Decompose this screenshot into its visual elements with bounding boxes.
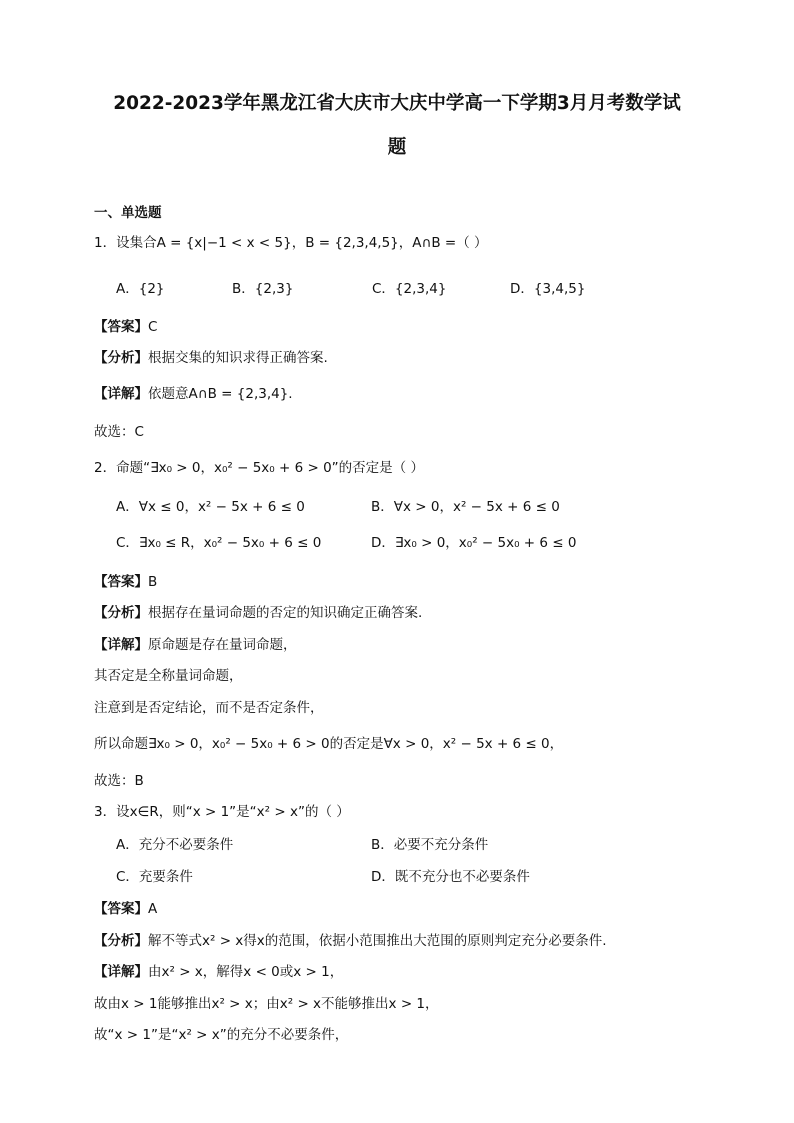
q1-analysis: 根据交集的知识求得正确答案. bbox=[148, 350, 328, 366]
q3-option-c: C．充要条件 bbox=[116, 869, 193, 885]
q1-answer: C bbox=[148, 319, 158, 335]
q2-answer-line bbox=[94, 572, 157, 592]
q3-stem: 3．设x∈R，则“x > 1”是“x² > x”的（ ） bbox=[94, 804, 350, 820]
q1-answer-line bbox=[94, 317, 157, 337]
q2-stem: 2．命题“∃x₀ > 0，x₀² − 5x₀ + 6 > 0”的否定是（ ） bbox=[94, 460, 424, 476]
analysis-label: 【分析】 bbox=[94, 605, 148, 621]
choose-label: 故选： bbox=[94, 424, 135, 440]
title-line-2: 题 bbox=[387, 137, 407, 158]
q2-choose-line bbox=[94, 771, 144, 791]
q2-answer: B bbox=[148, 574, 158, 590]
q2-option-a: A．∀x ≤ 0，x² − 5x + 6 ≤ 0 bbox=[116, 499, 305, 515]
q2-option-d: D．∃x₀ > 0，x₀² − 5x₀ + 6 ≤ 0 bbox=[371, 535, 577, 551]
detail-label: 【详解】 bbox=[94, 964, 148, 980]
q2-choose: B bbox=[134, 773, 144, 789]
q2-analysis-line bbox=[94, 603, 422, 623]
q2-option-b: B．∀x > 0，x² − 5x + 6 ≤ 0 bbox=[371, 499, 560, 515]
q2-detail-1: 原命题是存在量词命题， bbox=[148, 637, 297, 653]
q3-answer: A bbox=[148, 901, 158, 917]
answer-label: 【答案】 bbox=[94, 574, 148, 590]
q1-detail: 依题意A∩B = {2,3,4}. bbox=[148, 386, 293, 402]
detail-label: 【详解】 bbox=[94, 637, 148, 653]
answer-label: 【答案】 bbox=[94, 319, 148, 335]
choose-label: 故选： bbox=[94, 773, 135, 789]
q3-detail-1: 由x² > x，解得x < 0或x > 1， bbox=[148, 964, 344, 980]
q3-option-d: D．既不充分也不必要条件 bbox=[371, 869, 530, 885]
analysis-label: 【分析】 bbox=[94, 350, 148, 366]
q3-option-b: B．必要不充分条件 bbox=[371, 837, 489, 853]
q2-detail-line-3: 注意到是否定结论，而不是否定条件， bbox=[94, 700, 324, 716]
detail-label: 【详解】 bbox=[94, 386, 148, 402]
q1-choose-line bbox=[94, 422, 144, 442]
q1-option-c: C．{2,3,4} bbox=[372, 281, 447, 297]
q3-option-a: A．充分不必要条件 bbox=[116, 837, 234, 853]
q3-detail-line-1 bbox=[94, 962, 343, 982]
section-heading: 一、单选题 bbox=[94, 205, 162, 221]
q2-detail-line-2: 其否定是全称量词命题， bbox=[94, 668, 243, 684]
q2-option-c: C．∃x₀ ≤ R，x₀² − 5x₀ + 6 ≤ 0 bbox=[116, 535, 322, 551]
title-line-1: 2022-2023学年黑龙江省大庆市大庆中学高一下学期3月月考数学试 bbox=[113, 93, 681, 114]
analysis-label: 【分析】 bbox=[94, 933, 148, 949]
q1-option-b: B．{2,3} bbox=[232, 281, 294, 297]
q1-option-d: D．{3,4,5} bbox=[510, 281, 586, 297]
q1-stem: 1．设集合A = {x|−1 < x < 5}，B = {2,3,4,5}，A∩B =（ ） bbox=[94, 235, 488, 251]
q3-analysis-line bbox=[94, 931, 607, 951]
q3-detail-line-3: 故“x > 1”是“x² > x”的充分不必要条件， bbox=[94, 1027, 349, 1043]
q1-detail-line bbox=[94, 384, 293, 404]
q2-detail-line-4: 所以命题∃x₀ > 0，x₀² − 5x₀ + 6 > 0的否定是∀x > 0，x² − 5x + 6 ≤ 0， bbox=[94, 736, 564, 752]
q2-detail-line-1 bbox=[94, 635, 297, 655]
q3-analysis: 解不等式x² > x得x的范围，依据小范围推出大范围的原则判定充分必要条件. bbox=[148, 933, 607, 949]
q1-option-a: A．{2} bbox=[116, 281, 165, 297]
q1-analysis-line bbox=[94, 348, 328, 368]
answer-label: 【答案】 bbox=[94, 901, 148, 917]
q2-analysis: 根据存在量词命题的否定的知识确定正确答案. bbox=[148, 605, 423, 621]
document-title bbox=[60, 82, 734, 170]
q1-choose: C bbox=[134, 424, 144, 440]
q3-answer-line bbox=[94, 899, 157, 919]
q3-detail-line-2: 故由x > 1能够推出x² > x；由x² > x不能够推出x > 1， bbox=[94, 996, 439, 1012]
